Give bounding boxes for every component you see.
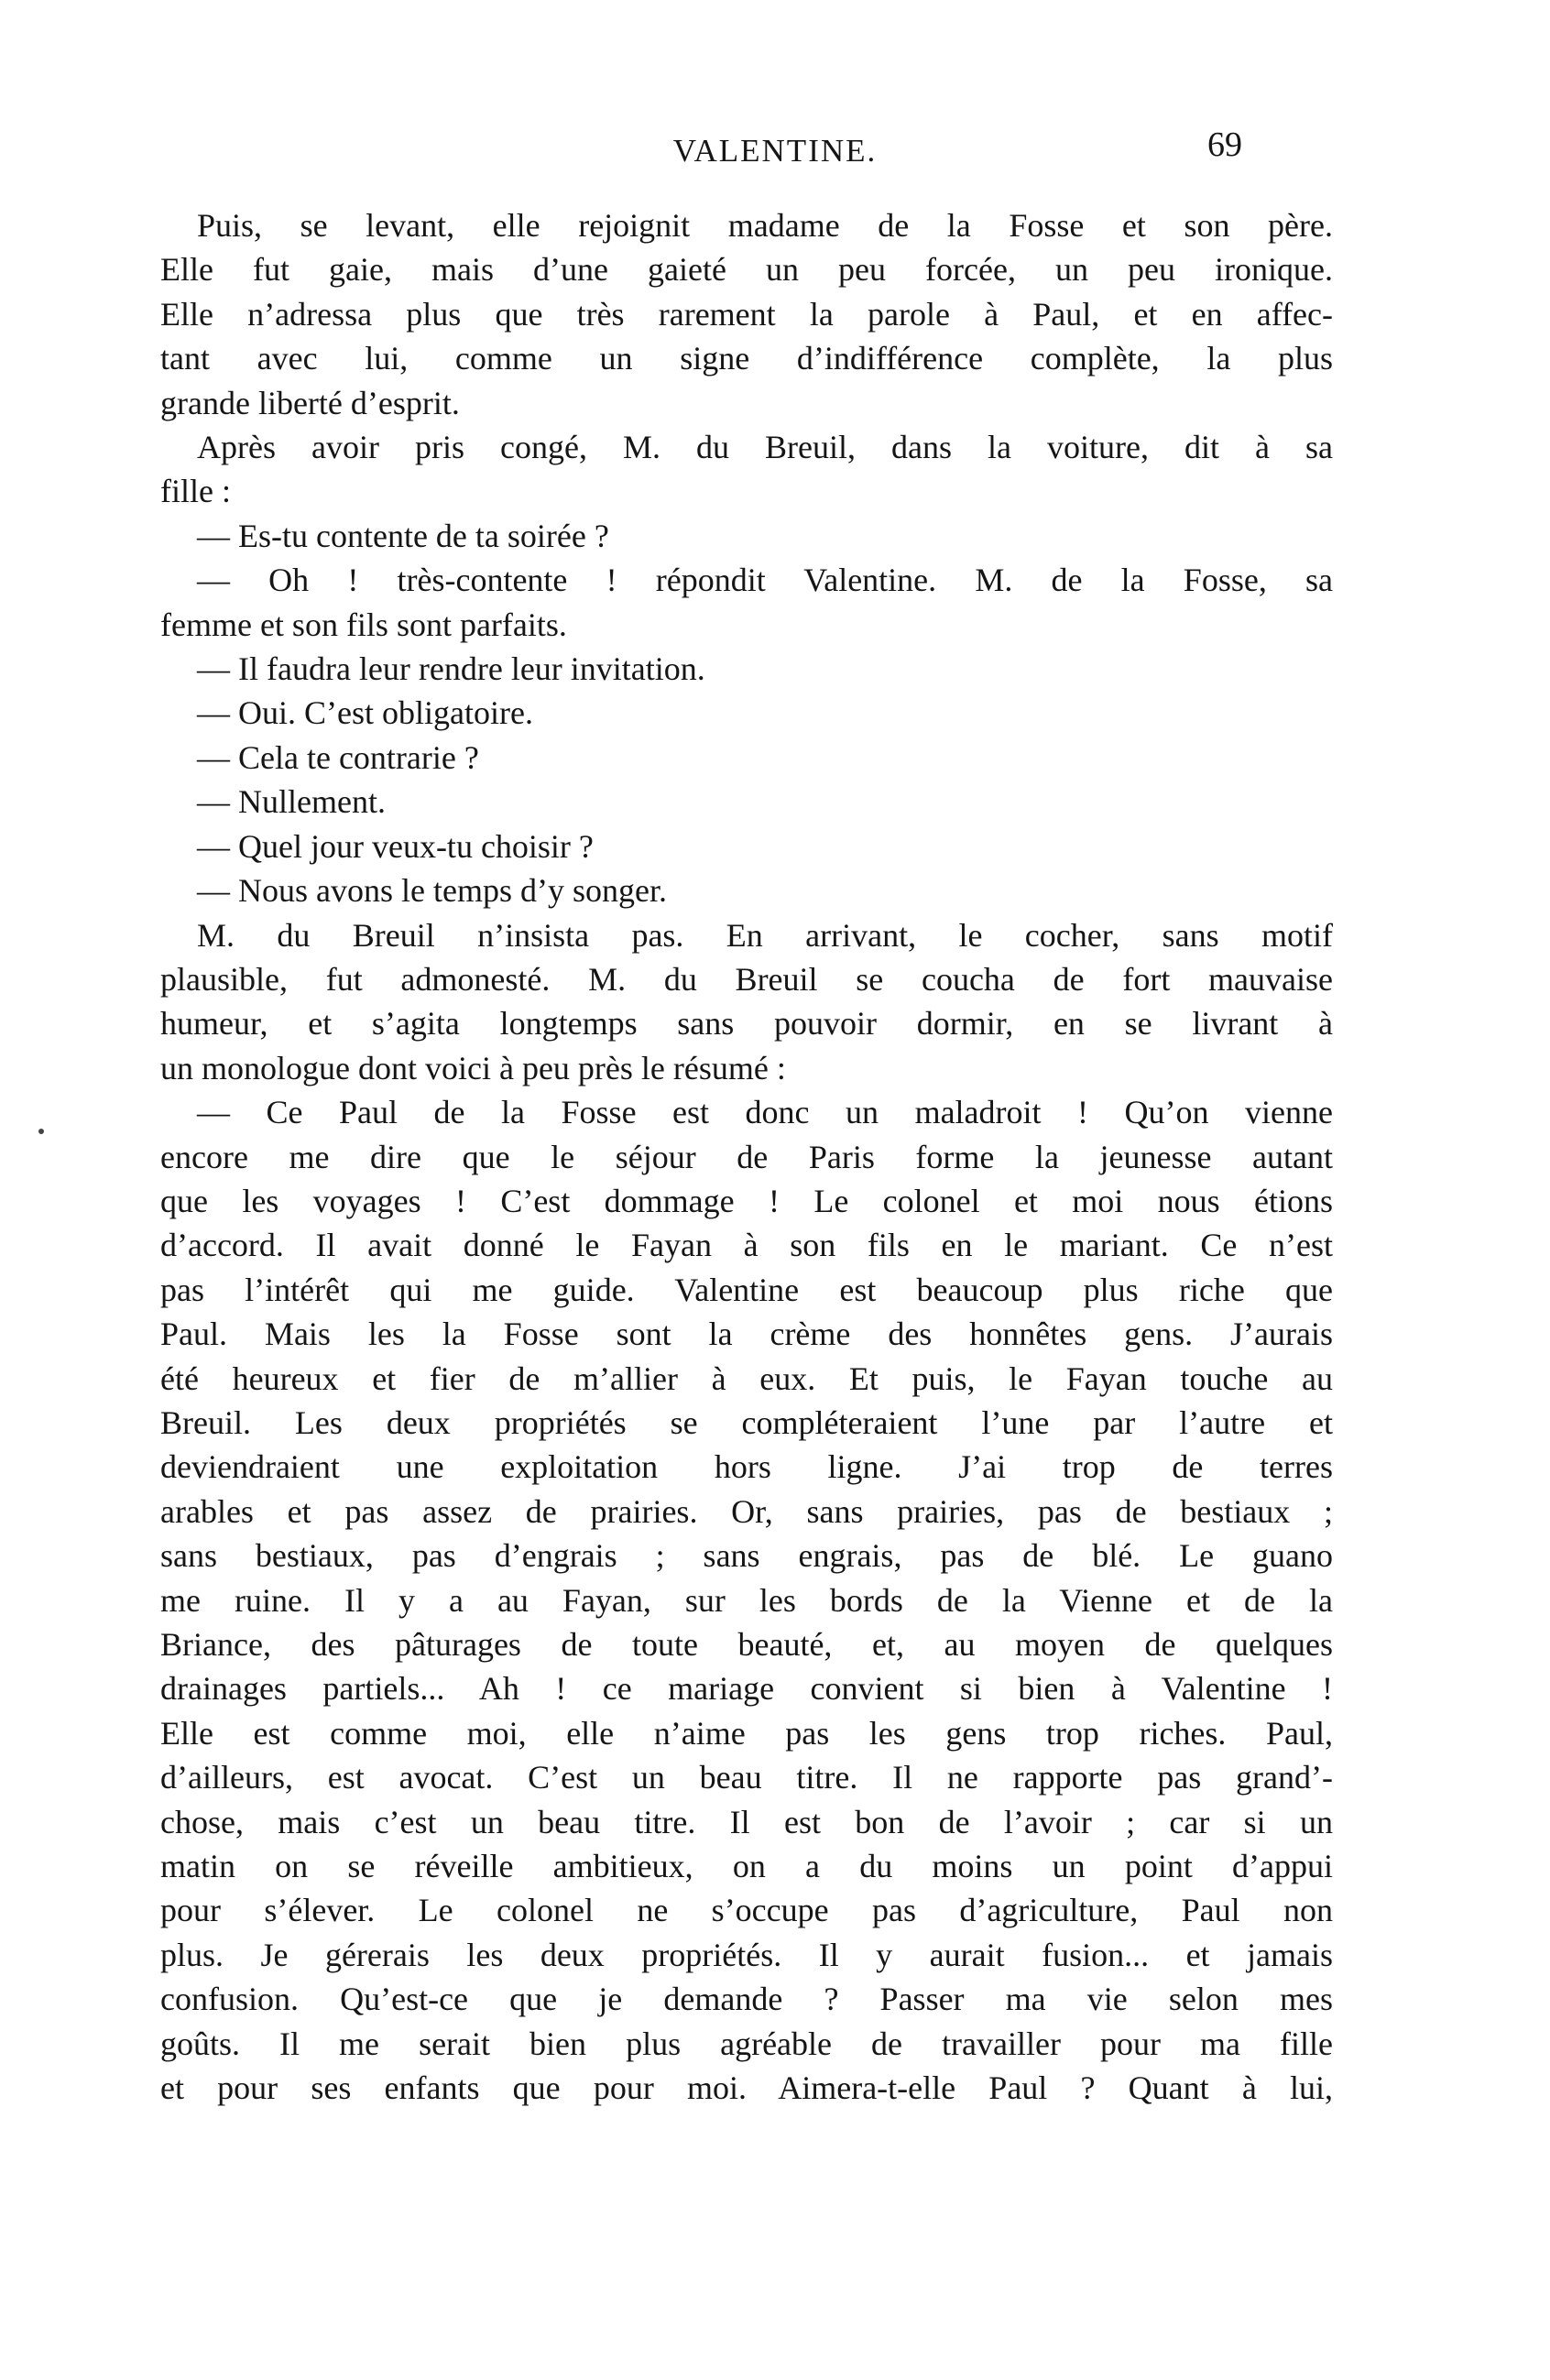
text-line: grande liberté d’esprit.: [160, 384, 460, 421]
text-line: Breuil. Les deux propriétés se compléteraient l’une par l’autre et: [160, 1403, 1333, 1441]
dialogue-line: — Quel jour veux-tu choisir ?: [197, 827, 594, 865]
text-line: Après avoir pris congé, M. du Breuil, dans la voiture, dit à sa: [197, 429, 1333, 466]
text-line: fille :: [160, 473, 231, 510]
text-line: Elle fut gaie, mais d’une gaieté un peu forcée, un peu ironique.: [160, 251, 1333, 289]
body-text: [160, 203, 1333, 2110]
text-line: goûts. Il me serait bien plus agréable de travailler pour ma fille: [160, 2025, 1333, 2062]
text-line: Paul. Mais les la Fosse sont la crème des honnêtes gens. J’aurais: [160, 1316, 1333, 1353]
text-line: drainages partiels... Ah ! ce mariage convient si bien à Valentine !: [160, 1670, 1333, 1708]
text-line: Elle est comme moi, elle n’aime pas les gens trop riches. Paul,: [160, 1714, 1333, 1752]
text-line: pour s’élever. Le colonel ne s’occupe pas d’agriculture, Paul non: [160, 1892, 1333, 1929]
text-line: un monologue dont voici à peu près le résumé :: [160, 1049, 786, 1086]
text-line: plus. Je gérerais les deux propriétés. Il y aurait fusion... et jamais: [160, 1936, 1333, 1973]
dialogue-line: — Cela te contrarie ?: [197, 738, 479, 776]
text-line: été heureux et fier de m’allier à eux. Et puis, le Fayan touche au: [160, 1359, 1333, 1397]
text-line: deviendraient une exploitation hors ligne. J’ai trop de terres: [160, 1448, 1333, 1486]
dialogue-line: — Ce Paul de la Fosse est donc un maladroit ! Qu’on vienne: [197, 1094, 1333, 1131]
text-line: femme et son fils sont parfaits.: [160, 606, 567, 643]
text-line: chose, mais c’est un beau titre. Il est bon de l’avoir ; car si un: [160, 1803, 1333, 1840]
text-line: me ruine. Il y a au Fayan, sur les bords de la Vienne et de la: [160, 1581, 1333, 1619]
dialogue-line: — Oui. C’est obligatoire.: [197, 694, 533, 732]
scan-speck: [38, 1129, 44, 1134]
dialogue-line: — Nous avons le temps d’y songer.: [197, 872, 667, 910]
text-line: arables et pas assez de prairies. Or, sans prairies, pas de bestiaux ;: [160, 1492, 1333, 1530]
text-line: plausible, fut admonesté. M. du Breuil se coucha de fort mauvaise: [160, 960, 1333, 998]
text-line: humeur, et s’agita longtemps sans pouvoir dormir, en se livrant à: [160, 1005, 1333, 1043]
text-line: pas l’intérêt qui me guide. Valentine est beaucoup plus riche que: [160, 1271, 1333, 1308]
dialogue-line: — Nullement.: [197, 783, 386, 821]
text-line: Elle n’adressa plus que très rarement la parole à Paul, et en affec-: [160, 295, 1333, 333]
text-line: tant avec lui, comme un signe d’indifférence complète, la plus: [160, 340, 1333, 377]
text-line: M. du Breuil n’insista pas. En arrivant, le cocher, sans motif: [197, 916, 1333, 954]
text-line: sans bestiaux, pas d’engrais ; sans engrais, pas de blé. Le guano: [160, 1537, 1333, 1575]
text-line: et pour ses enfants que pour moi. Aimera-t-elle Paul ? Quant à lui,: [160, 2069, 1333, 2107]
dialogue-line: — Es-tu contente de ta soirée ?: [197, 517, 609, 554]
dialogue-line: — Oh ! très-contente ! répondit Valentine. M. de la Fosse, sa: [197, 562, 1333, 599]
text-line: d’ailleurs, est avocat. C’est un beau titre. Il ne rapporte pas grand’-: [160, 1759, 1333, 1796]
text-line: matin on se réveille ambitieux, on a du moins un point d’appui: [160, 1848, 1333, 1885]
running-title: VALENTINE.: [672, 133, 878, 169]
text-line: encore me dire que le séjour de Paris forme la jeunesse autant: [160, 1138, 1333, 1175]
text-line: Briance, des pâturages de toute beauté, et, au moyen de quelques: [160, 1626, 1333, 1663]
text-line: Puis, se levant, elle rejoignit madame de la Fosse et son père.: [197, 207, 1333, 244]
dialogue-line: — Il faudra leur rendre leur invitation.: [197, 650, 705, 688]
text-line: d’accord. Il avait donné le Fayan à son fils en le mariant. Ce n’est: [160, 1227, 1333, 1264]
text-line: que les voyages ! C’est dommage ! Le colonel et moi nous étions: [160, 1182, 1333, 1219]
text-line: confusion. Qu’est-ce que je demande ? Passer ma vie selon mes: [160, 1981, 1333, 2018]
page-number: 69: [1207, 126, 1242, 164]
